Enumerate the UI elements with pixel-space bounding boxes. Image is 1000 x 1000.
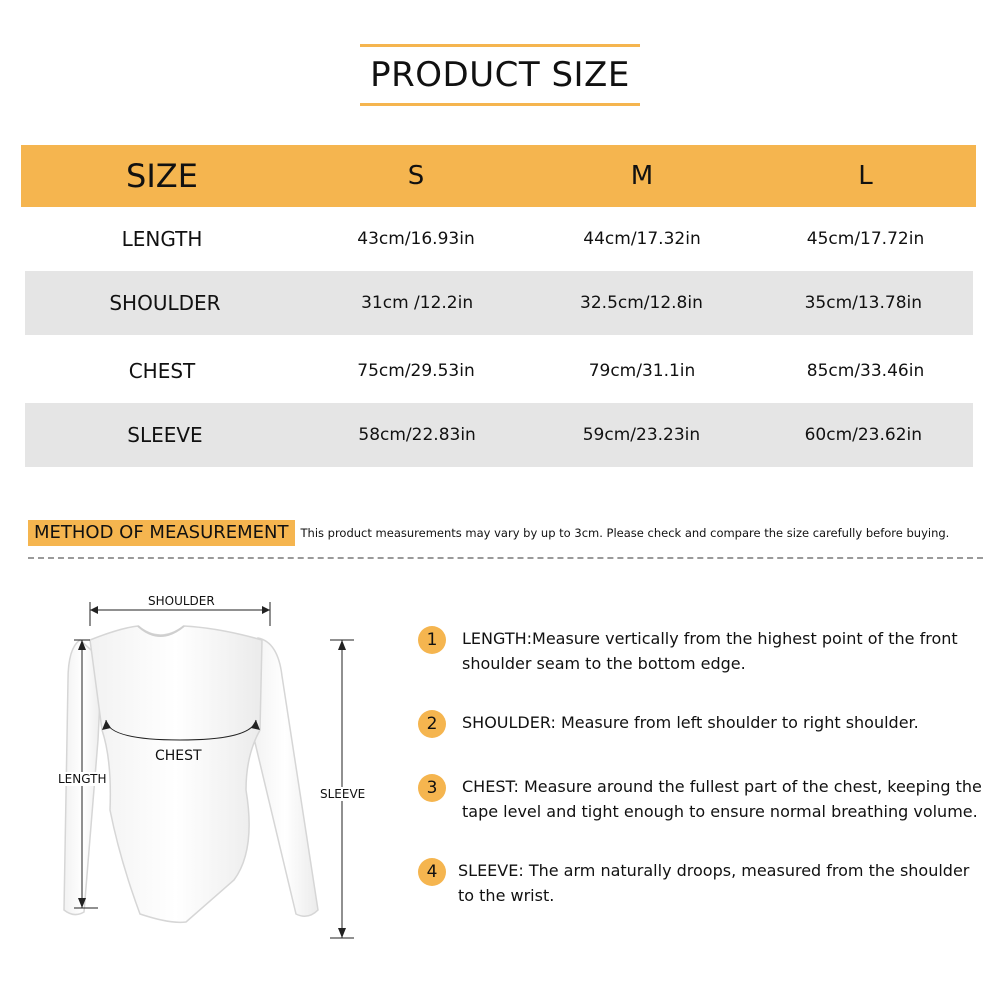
cell-value: 60cm/23.62in xyxy=(804,425,923,445)
method-note: This product measurements may vary by up to 3cm. Please check and compare the size carefully before buying. xyxy=(300,526,950,540)
measurement-diagram xyxy=(20,580,400,960)
label-length: LENGTH xyxy=(58,772,107,786)
cell-value: 31cm /12.2in xyxy=(361,293,474,313)
method-label: METHOD OF MEASUREMENT xyxy=(28,520,295,546)
table-row-shoulder xyxy=(25,271,973,335)
method-bar xyxy=(28,520,973,546)
cell-value: 45cm/17.72in xyxy=(806,229,925,249)
header-cell-l: L xyxy=(858,161,873,191)
cell-value: 58cm/22.83in xyxy=(358,425,476,445)
right-sleeve xyxy=(252,638,318,916)
cell-value: 35cm/13.78in xyxy=(804,293,923,313)
shirt-illustration xyxy=(20,580,400,960)
step-length xyxy=(418,626,982,676)
label-shoulder: SHOULDER xyxy=(148,594,215,608)
arrowhead xyxy=(338,928,346,938)
row-label: LENGTH xyxy=(121,227,203,251)
arrowhead xyxy=(338,640,346,650)
table-row-sleeve xyxy=(25,403,973,467)
dashed-divider xyxy=(28,557,983,559)
table-row-chest xyxy=(21,339,976,403)
header-cell-size: SIZE xyxy=(126,157,198,195)
cell-value: 79cm/31.1in xyxy=(588,361,696,381)
step-number: 1 xyxy=(418,626,446,654)
table-row-length xyxy=(21,207,976,271)
cell-value: 32.5cm/12.8in xyxy=(580,293,703,313)
arrowhead xyxy=(90,606,98,614)
page-title: PRODUCT SIZE xyxy=(370,55,630,95)
cell-value: 43cm/16.93in xyxy=(357,229,475,249)
step-chest xyxy=(418,774,982,824)
cell-value: 59cm/23.23in xyxy=(582,425,701,445)
shirt-body xyxy=(90,626,262,922)
cell-value: 75cm/29.53in xyxy=(357,361,475,381)
cell-value: 85cm/33.46in xyxy=(806,361,925,381)
label-sleeve: SLEEVE xyxy=(320,787,366,801)
table-header-row xyxy=(21,145,976,207)
step-sleeve xyxy=(418,858,978,908)
header-cell-m: M xyxy=(630,161,654,191)
step-number: 2 xyxy=(418,710,446,738)
row-label: CHEST xyxy=(128,359,196,383)
step-text: SLEEVE: The arm naturally droops, measured from the shoulder to the wrist. xyxy=(458,861,970,905)
cell-value: 44cm/17.32in xyxy=(583,229,701,249)
label-chest: CHEST xyxy=(155,748,202,764)
step-shoulder xyxy=(418,710,982,738)
size-table xyxy=(21,145,976,467)
step-text: LENGTH:Measure vertically from the highest point of the front shoulder seam to the bottom edge. xyxy=(462,629,958,673)
title-banner xyxy=(360,44,640,106)
step-number: 4 xyxy=(418,858,446,886)
header-cell-s: S xyxy=(407,161,425,191)
row-label: SLEEVE xyxy=(127,423,203,447)
step-number: 3 xyxy=(418,774,446,802)
step-text: SHOULDER: Measure from left shoulder to right shoulder. xyxy=(462,713,919,732)
row-label: SHOULDER xyxy=(109,291,221,315)
arrowhead xyxy=(262,606,270,614)
step-text: CHEST: Measure around the fullest part of the chest, keeping the tape level and tight enough to ensure normal breathing volume. xyxy=(462,777,982,821)
